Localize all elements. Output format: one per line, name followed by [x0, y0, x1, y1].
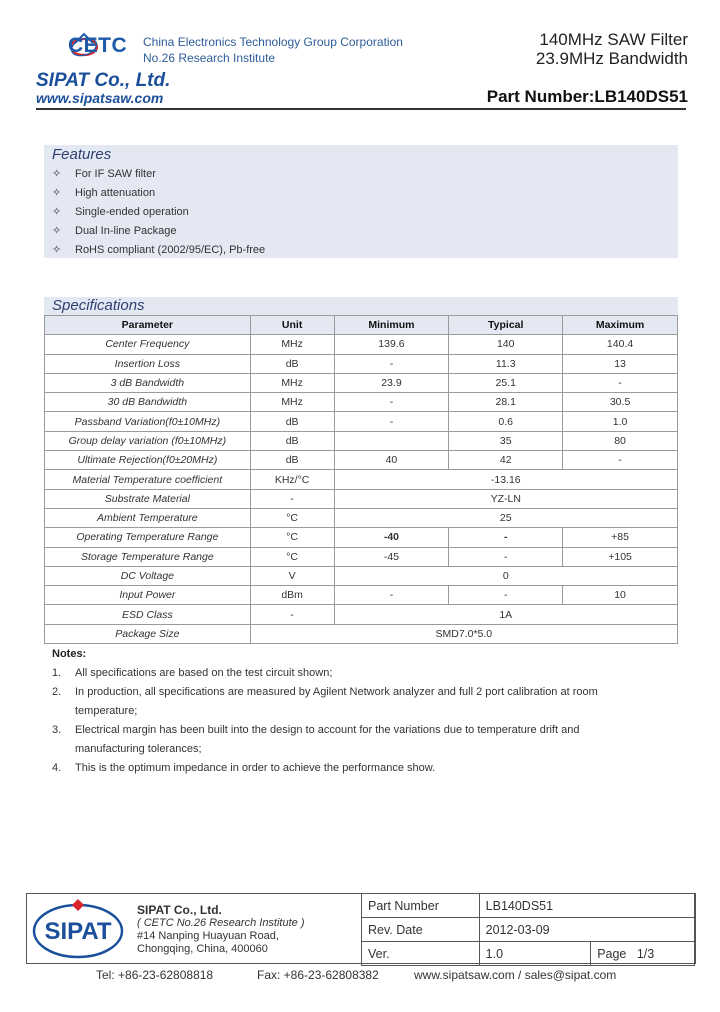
- unit-cell: dBm: [250, 586, 334, 605]
- note-item: [52, 721, 642, 759]
- header-divider: [36, 108, 686, 110]
- typical-cell: 25.1: [449, 373, 563, 392]
- typical-cell: 0.6: [449, 412, 563, 431]
- footer-company: SIPAT Co., Ltd.: [137, 903, 222, 917]
- table-row: [45, 508, 678, 527]
- table-header-row: [45, 316, 678, 335]
- table-row: [362, 942, 695, 966]
- unit-cell: MHz: [250, 393, 334, 412]
- note-item: [52, 683, 642, 721]
- parameter-cell: DC Voltage: [45, 566, 251, 585]
- part-number-value: LB140DS51: [479, 894, 694, 918]
- maximum-cell: 1.0: [563, 412, 678, 431]
- maximum-cell: -: [563, 373, 678, 392]
- unit-cell: MHz: [250, 373, 334, 392]
- minimum-cell: -: [334, 354, 449, 373]
- institute-name: No.26 Research Institute: [143, 51, 276, 65]
- phone-number: Tel: +86-23-62808818: [96, 968, 214, 982]
- unit-cell: -: [250, 605, 334, 624]
- unit-cell: dB: [250, 431, 334, 450]
- parameter-cell: Center Frequency: [45, 335, 251, 354]
- website-link[interactable]: www.sipatsaw.com: [36, 90, 164, 106]
- table-row: [45, 489, 678, 508]
- part-number: Part Number:LB140DS51: [486, 87, 688, 106]
- product-subtitle: 23.9MHz Bandwidth: [535, 49, 688, 68]
- parameter-cell: Insertion Loss: [45, 354, 251, 373]
- maximum-cell: 140.4: [563, 335, 678, 354]
- parameter-cell: Material Temperature coefficient: [45, 470, 251, 489]
- table-row: [45, 354, 678, 373]
- page-value: 1/3: [636, 946, 655, 961]
- parameter-cell: Storage Temperature Range: [45, 547, 251, 566]
- footer-city: Chongqing, China, 400060: [137, 943, 268, 955]
- table-row: [45, 412, 678, 431]
- unit-cell: MHz: [250, 335, 334, 354]
- footer-street: #14 Nanping Huayuan Road,: [137, 930, 279, 942]
- diamond-bullet-icon: ✧: [52, 244, 62, 256]
- parameter-cell: Input Power: [45, 586, 251, 605]
- maximum-cell: 80: [563, 431, 678, 450]
- value-cell: -13.16: [334, 470, 677, 489]
- note-item: [52, 664, 642, 683]
- table-row: [45, 335, 678, 354]
- document-info-table: [361, 893, 695, 966]
- table-row: [45, 605, 678, 624]
- minimum-cell: -: [334, 393, 449, 412]
- feature-item: ✧ For IF SAW filter: [52, 168, 156, 180]
- parameter-cell: ESD Class: [45, 605, 251, 624]
- maximum-cell: +85: [563, 528, 678, 547]
- parameter-cell: Ambient Temperature: [45, 508, 251, 527]
- specifications-heading: Specifications: [52, 297, 145, 314]
- web-email-link[interactable]: www.sipatsaw.com / sales@sipat.com: [414, 968, 617, 982]
- specifications-table: [44, 315, 678, 644]
- unit-cell: °C: [250, 528, 334, 547]
- sipat-logo-text: SIPAT: [44, 918, 112, 945]
- maximum-cell: 10: [563, 586, 678, 605]
- sipat-logo-icon: [32, 897, 124, 959]
- parameter-cell: Substrate Material: [45, 489, 251, 508]
- features-panel: [44, 145, 678, 258]
- unit-cell: °C: [250, 547, 334, 566]
- unit-cell: dB: [250, 451, 334, 470]
- typical-cell: 140: [449, 335, 563, 354]
- minimum-cell: 40: [334, 451, 449, 470]
- maximum-cell: 13: [563, 354, 678, 373]
- value-cell: 1A: [334, 605, 677, 624]
- note-text: Electrical margin has been built into the design to account for the variations due to temperature drift and manufacturing tolerances;: [75, 724, 580, 755]
- note-number: 4.: [52, 762, 62, 774]
- minimum-cell: -: [334, 586, 449, 605]
- note-item: [52, 759, 642, 778]
- minimum-cell: 23.9: [334, 373, 449, 392]
- note-number: 3.: [52, 724, 62, 736]
- typical-cell: 35: [449, 431, 563, 450]
- maximum-cell: 30.5: [563, 393, 678, 412]
- page-label: Page: [597, 946, 627, 961]
- minimum-cell: [334, 431, 449, 450]
- typical-cell: 42: [449, 451, 563, 470]
- unit-cell: KHz/°C: [250, 470, 334, 489]
- rev-date-label: Rev. Date: [362, 918, 480, 942]
- note-text: In production, all specifications are measured by Agilent Network analyzer and full 2 port calibration at room temperature;: [75, 686, 598, 717]
- unit-cell: -: [250, 489, 334, 508]
- feature-item: ✧ Single-ended operation: [52, 206, 189, 218]
- table-row: [362, 894, 695, 918]
- value-cell: 0: [334, 566, 677, 585]
- typical-cell: 28.1: [449, 393, 563, 412]
- unit-cell: °C: [250, 508, 334, 527]
- column-header: Typical: [449, 316, 563, 335]
- diamond-bullet-icon: ✧: [52, 168, 62, 180]
- parameter-cell: Group delay variation (f0±10MHz): [45, 431, 251, 450]
- parameter-cell: Ultimate Rejection(f0±20MHz): [45, 451, 251, 470]
- feature-item: ✧ High attenuation: [52, 187, 156, 199]
- value-cell: SMD7.0*5.0: [250, 624, 677, 643]
- footer-institute: ( CETC No.26 Research Institute ): [137, 917, 305, 929]
- minimum-cell: -40: [334, 528, 449, 547]
- value-cell: YZ-LN: [334, 489, 677, 508]
- maximum-cell: +105: [563, 547, 678, 566]
- table-row: [45, 451, 678, 470]
- table-row: [45, 586, 678, 605]
- parameter-cell: 3 dB Bandwidth: [45, 373, 251, 392]
- column-header: Parameter: [45, 316, 251, 335]
- cetc-logo-text: CETC: [68, 34, 128, 57]
- diamond-bullet-icon: ✧: [52, 206, 62, 218]
- notes-heading: Notes:: [52, 648, 87, 660]
- parameter-cell: Operating Temperature Range: [45, 528, 251, 547]
- feature-item: ✧ RoHS compliant (2002/95/EC), Pb-free: [52, 244, 266, 256]
- diamond-bullet-icon: ✧: [52, 187, 62, 199]
- page-indicator: [591, 942, 695, 966]
- table-row: [45, 373, 678, 392]
- unit-cell: dB: [250, 354, 334, 373]
- table-row: [362, 918, 695, 942]
- note-number: 2.: [52, 686, 62, 698]
- column-header: Unit: [250, 316, 334, 335]
- company-name: SIPAT Co., Ltd.: [36, 70, 171, 91]
- corporation-name: China Electronics Technology Group Corporation: [143, 35, 403, 49]
- unit-cell: dB: [250, 412, 334, 431]
- value-cell: 25: [334, 508, 677, 527]
- typical-cell: -: [449, 586, 563, 605]
- note-text: All specifications are based on the test circuit shown;: [75, 667, 333, 679]
- table-row: [45, 624, 678, 643]
- table-row: [45, 547, 678, 566]
- version-label: Ver.: [362, 942, 480, 966]
- typical-cell: 11.3: [449, 354, 563, 373]
- note-text: This is the optimum impedance in order to achieve the performance show.: [75, 762, 436, 774]
- features-heading: Features: [52, 146, 112, 163]
- diamond-bullet-icon: ✧: [52, 225, 62, 237]
- maximum-cell: -: [563, 451, 678, 470]
- feature-item: ✧ Dual In-line Package: [52, 225, 177, 237]
- table-row: [45, 470, 678, 489]
- version-value: 1.0: [479, 942, 591, 966]
- parameter-cell: 30 dB Bandwidth: [45, 393, 251, 412]
- part-number-label: Part Number: [362, 894, 480, 918]
- column-header: Minimum: [334, 316, 449, 335]
- table-row: [45, 528, 678, 547]
- minimum-cell: -45: [334, 547, 449, 566]
- minimum-cell: -: [334, 412, 449, 431]
- typical-cell: -: [449, 528, 563, 547]
- table-row: [45, 566, 678, 585]
- column-header: Maximum: [563, 316, 678, 335]
- unit-cell: V: [250, 566, 334, 585]
- parameter-cell: Package Size: [45, 624, 251, 643]
- note-number: 1.: [52, 667, 62, 679]
- minimum-cell: 139.6: [334, 335, 449, 354]
- fax-number: Fax: +86-23-62808382: [257, 968, 379, 982]
- rev-date-value: 2012-03-09: [479, 918, 694, 942]
- typical-cell: -: [449, 547, 563, 566]
- parameter-cell: Passband Variation(f0±10MHz): [45, 412, 251, 431]
- product-title: 140MHz SAW Filter: [539, 30, 688, 49]
- table-row: [45, 393, 678, 412]
- table-row: [45, 431, 678, 450]
